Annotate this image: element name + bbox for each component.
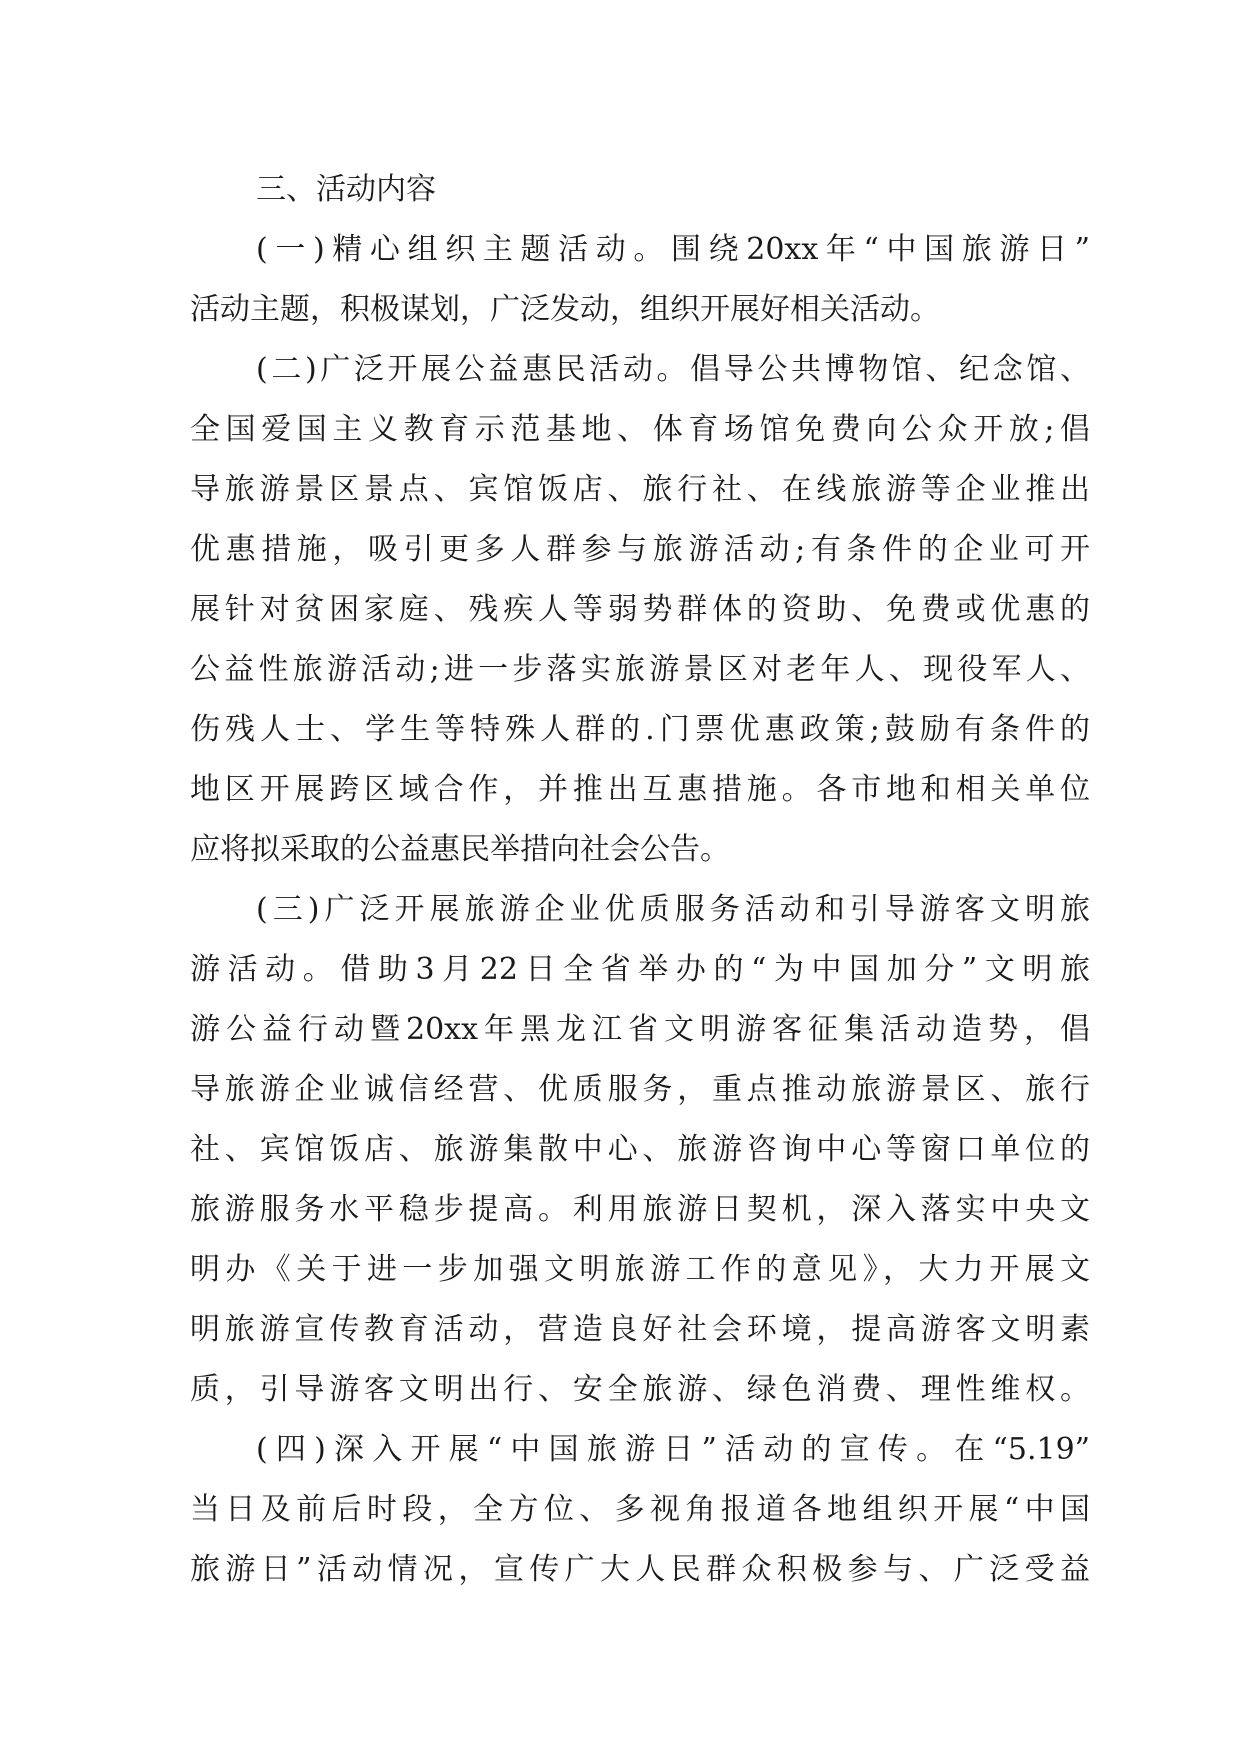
paragraph-line: 质，引导游客文明出行、安全旅游、绿色消费、理性维权。 bbox=[190, 1372, 1090, 1407]
paragraph-line: 明办《关于进一步加强文明旅游工作的意见》，大力开展文 bbox=[190, 1252, 1090, 1287]
paragraph-line: 应将拟采取的公益惠民举措向社会公告。 bbox=[190, 832, 730, 867]
paragraph-line: 活动主题，积极谋划，广泛发动，组织开展好相关活动。 bbox=[190, 292, 940, 327]
paragraph-1 bbox=[190, 220, 1090, 340]
paragraph-line: 优惠措施，吸引更多人群参与旅游活动;有条件的企业可开 bbox=[190, 532, 1090, 567]
paragraph-3 bbox=[190, 880, 1090, 1420]
paragraph-line: 地区开展跨区域合作，并推出互惠措施。各市地和相关单位 bbox=[190, 772, 1090, 807]
paragraph-line: 游公益行动暨20xx年黑龙江省文明游客征集活动造势，倡 bbox=[190, 1012, 1090, 1047]
paragraph-line: 旅游日”活动情况，宣传广大人民群众积极参与、广泛受益 bbox=[190, 1552, 1090, 1587]
paragraph-line: 全国爱国主义教育示范基地、体育场馆免费向公众开放;倡 bbox=[190, 412, 1090, 447]
paragraph-line: (三)广泛开展旅游企业优质服务活动和引导游客文明旅 bbox=[256, 892, 1090, 927]
paragraph-2 bbox=[190, 340, 1090, 880]
paragraph-line: 导旅游企业诚信经营、优质服务，重点推动旅游景区、旅行 bbox=[190, 1072, 1090, 1107]
paragraph-4 bbox=[190, 1420, 1090, 1600]
paragraph-line: 明旅游宣传教育活动，营造良好社会环境，提高游客文明素 bbox=[190, 1312, 1090, 1347]
document-body bbox=[190, 160, 1090, 1600]
paragraph-line: 导旅游景区景点、宾馆饭店、旅行社、在线旅游等企业推出 bbox=[190, 472, 1090, 507]
paragraph-line: 旅游服务水平稳步提高。利用旅游日契机，深入落实中央文 bbox=[190, 1192, 1090, 1227]
paragraph-line: 社、宾馆饭店、旅游集散中心、旅游咨询中心等窗口单位的 bbox=[190, 1132, 1090, 1167]
paragraph-line: 当日及前后时段，全方位、多视角报道各地组织开展“中国 bbox=[190, 1492, 1090, 1527]
paragraph-line: 游活动。借助3月22日全省举办的“为中国加分”文明旅 bbox=[190, 952, 1090, 987]
paragraph-line: (二)广泛开展公益惠民活动。倡导公共博物馆、纪念馆、 bbox=[256, 352, 1090, 387]
section-heading: 三、活动内容 bbox=[256, 172, 436, 207]
paragraph-line: (四)深入开展“中国旅游日”活动的宣传。在“5.19” bbox=[256, 1432, 1090, 1467]
paragraph-line: 公益性旅游活动;进一步落实旅游景区对老年人、现役军人、 bbox=[190, 652, 1090, 687]
paragraph-line: (一)精心组织主题活动。围绕20xx年“中国旅游日” bbox=[256, 232, 1090, 267]
paragraph-line: 伤残人士、学生等特殊人群的.门票优惠政策;鼓励有条件的 bbox=[190, 712, 1090, 747]
paragraph-line: 展针对贫困家庭、残疾人等弱势群体的资助、免费或优惠的 bbox=[190, 592, 1090, 627]
